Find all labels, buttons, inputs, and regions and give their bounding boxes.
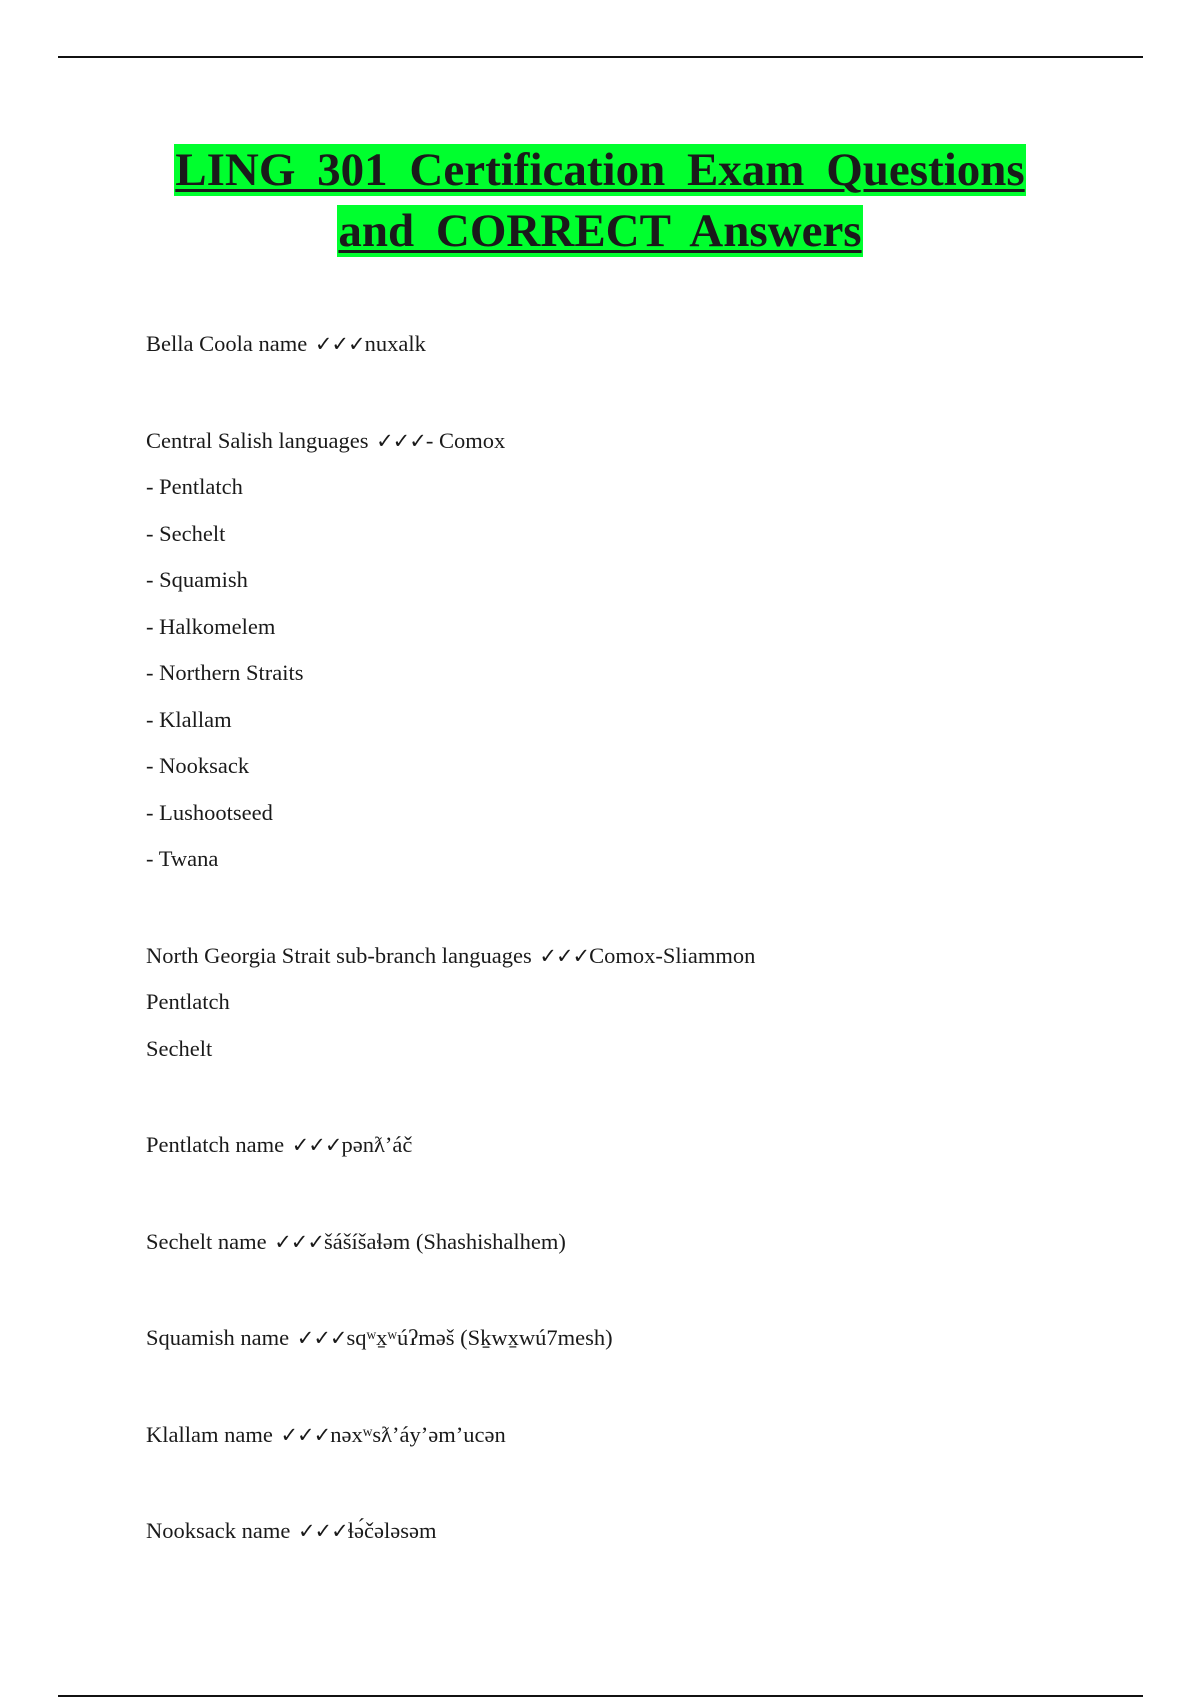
answer-line: - Klallam xyxy=(146,706,232,732)
answer-text: Comox-Sliammon xyxy=(589,942,756,968)
answer-text: sqʷx̱ʷúʔməš (Sḵwx̱wú7mesh) xyxy=(346,1325,613,1350)
checkmark-icon: ✓✓✓ xyxy=(291,1133,342,1157)
top-rule xyxy=(58,56,1143,58)
answer-line: Sechelt xyxy=(146,1035,213,1061)
question-text: North Georgia Strait sub-branch languages xyxy=(146,942,532,968)
checkmark-icon: ✓✓✓ xyxy=(314,332,365,356)
question-text: Sechelt name xyxy=(146,1228,267,1254)
question-text: Nooksack name xyxy=(146,1518,291,1543)
answer-line: - Pentlatch xyxy=(146,474,243,499)
question-text: Central Salish languages xyxy=(146,427,369,453)
question-text: Bella Coola name xyxy=(146,331,308,356)
checkmark-icon: ✓✓✓ xyxy=(274,1229,324,1254)
answer-text: pənƛ’áč xyxy=(341,1132,413,1157)
checkmark-icon: ✓✓✓ xyxy=(296,1326,347,1350)
checkmark-icon: ✓✓✓ xyxy=(539,943,590,968)
answer-text: nuxalk xyxy=(364,331,426,356)
page-title xyxy=(100,140,1100,262)
qa-item xyxy=(146,329,1126,376)
checkmark-icon: ✓✓✓ xyxy=(376,428,426,453)
answer-line: - Squamish xyxy=(146,567,248,592)
answer-text: nəxʷsƛ’áy’əm’ucən xyxy=(330,1421,506,1447)
answer-line: - Lushootseed xyxy=(146,799,273,825)
checkmark-icon: ✓✓✓ xyxy=(297,1519,348,1543)
qa-item xyxy=(146,426,1126,473)
answer-text: šášíšaɬəm (Shashishalhem) xyxy=(324,1228,566,1254)
checkmark-icon: ✓✓✓ xyxy=(280,1422,331,1447)
title-line-2: and CORRECT Answers xyxy=(338,205,862,257)
qa-item xyxy=(146,1420,1126,1467)
answer-line: - Halkomelem xyxy=(146,613,276,639)
answer-line: - Twana xyxy=(146,846,219,871)
qa-item xyxy=(146,941,1126,988)
question-text: Pentlatch name xyxy=(146,1132,285,1157)
qa-item xyxy=(146,1130,1126,1177)
answer-text: ɬə́čələsəm xyxy=(347,1518,437,1543)
answer-line: Pentlatch xyxy=(146,989,230,1014)
qa-list xyxy=(146,329,1126,1563)
answer-line: - Sechelt xyxy=(146,520,226,546)
question-text: Klallam name xyxy=(146,1421,273,1447)
answer-line: - Northern Straits xyxy=(146,660,304,685)
qa-item xyxy=(146,1516,1126,1563)
title-line-1: LING 301 Certification Exam Questions xyxy=(175,144,1025,196)
answer-line: - Nooksack xyxy=(146,753,250,778)
question-text: Squamish name xyxy=(146,1325,290,1350)
qa-item xyxy=(146,1323,1126,1370)
qa-item xyxy=(146,1227,1126,1274)
bottom-rule xyxy=(58,1695,1143,1697)
answer-text: - Comox xyxy=(425,427,506,453)
